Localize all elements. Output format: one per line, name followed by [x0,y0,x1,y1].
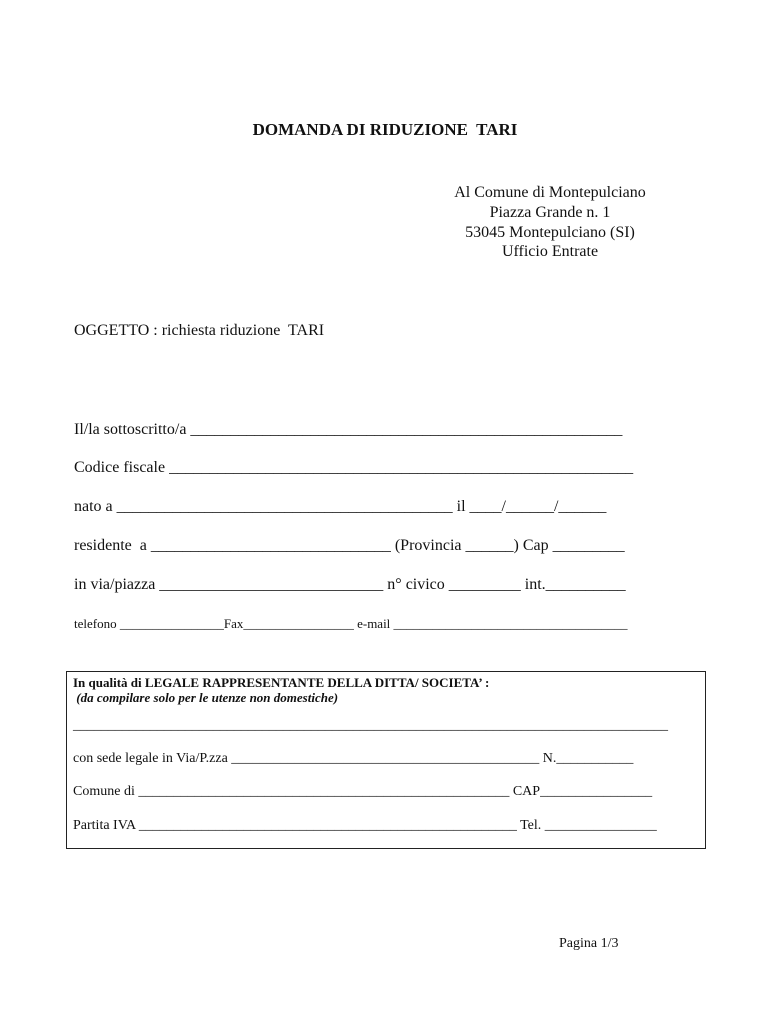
box-heading: In qualità di LEGALE RAPPRESENTANTE DELLA DITTA/ SOCIETA’ : [73,675,490,690]
field-residente[interactable]: residente a ______________________________ (Provincia ______) Cap _________ [74,537,625,554]
field-ditta-name[interactable]: _____________________________________________________________________________________ [73,718,668,733]
legal-representative-box [66,671,706,849]
document-title: DOMANDA DI RIDUZIONE TARI [252,120,518,139]
field-partita-iva-tel[interactable]: Partita IVA ______________________________________________________ Tel. ________________ [73,818,657,833]
field-sede-legale[interactable]: con sede legale in Via/P.zza ____________________________________________ N.___________ [73,751,634,766]
subject-line: OGGETTO : richiesta riduzione TARI [74,322,325,339]
field-via-piazza[interactable]: in via/piazza ____________________________ n° civico _________ int.__________ [74,576,626,593]
field-codice-fiscale[interactable]: Codice fiscale __________________________________________________________ [74,459,634,476]
field-nato[interactable]: nato a __________________________________________ il ____/______/______ [74,498,607,515]
field-sottoscritto[interactable]: Il/la sottoscritto/a ______________________________________________________ [74,421,623,438]
address-office: Ufficio Entrate [501,243,599,260]
page-number: Pagina 1/3 [559,936,619,951]
address-recipient: Al Comune di Montepulciano [454,184,646,201]
address-street: Piazza Grande n. 1 [489,204,611,221]
address-city: 53045 Montepulciano (SI) [465,224,635,241]
field-contatti[interactable]: telefono ________________Fax_________________ e-mail ____________________________________ [74,616,628,631]
field-comune-cap[interactable]: Comune di _____________________________________________________ CAP________________ [73,784,653,799]
box-note: (da compilare solo per le utenze non domestiche) [73,690,339,705]
